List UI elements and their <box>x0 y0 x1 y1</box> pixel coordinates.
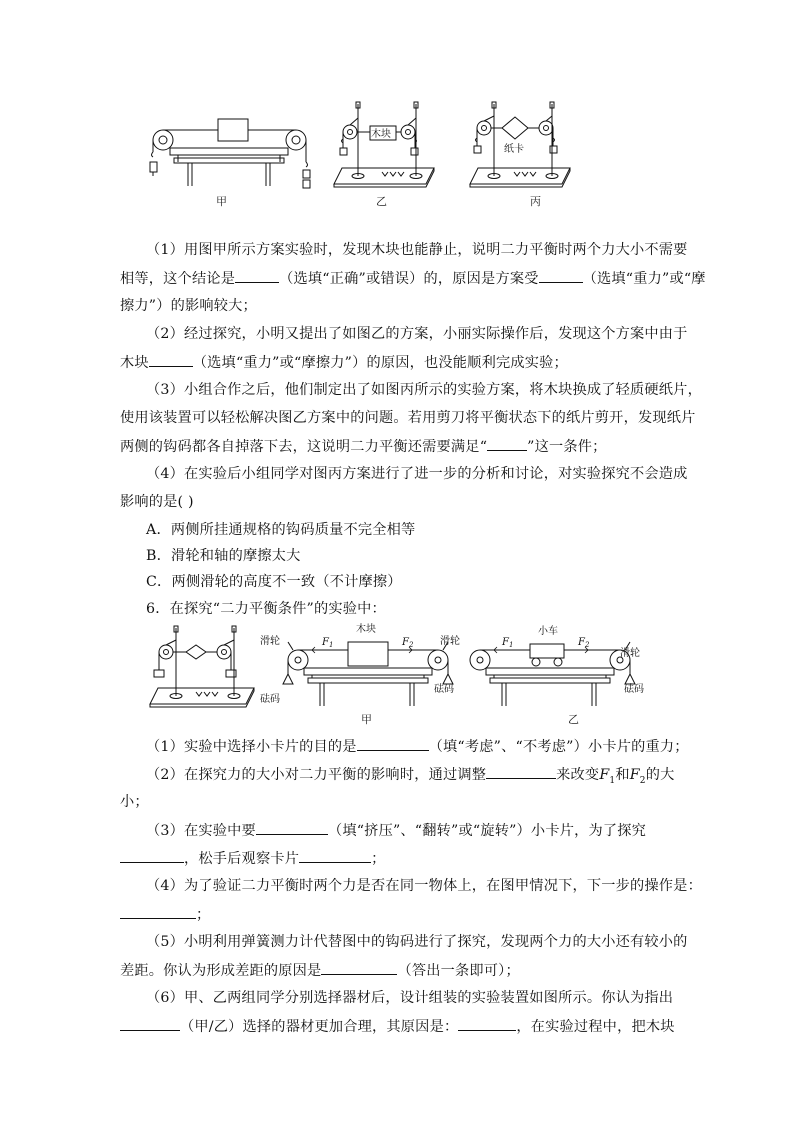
q6-figure-yi <box>468 620 668 712</box>
blank-q5-2[interactable] <box>539 268 583 283</box>
caption-jia: 甲 <box>216 195 227 208</box>
caption-yi: 乙 <box>376 195 387 208</box>
label-f2: $F_2$ <box>402 637 414 649</box>
label-wood-block-yi: 木块 <box>371 129 391 140</box>
q5-p3-line1: （3）小组合作之后，他们制定出了如图丙所示的实验方案，将木块换成了轻质硬纸片， <box>146 382 702 398</box>
q6-p4-line1: （4）为了验证二力平衡时两个力是否在同一物体上，在图甲情况下，下一步的操作是： <box>146 878 702 894</box>
q6-p5-line1: （5）小明利用弹簧测力计代替图中的钩码进行了探究，发现两个力的大小还有较小的 <box>146 934 688 950</box>
figure-bing-drawing <box>466 98 578 190</box>
blank-q6-2[interactable] <box>486 764 556 779</box>
blank-q6-6[interactable] <box>120 904 196 919</box>
q6-p1: （1）实验中选择小卡片的目的是 （填“考虑”、“不考虑”）小卡片的重力； <box>146 736 680 757</box>
figure-jia <box>148 110 316 192</box>
q5-p4-line2: 影响的是( ) <box>120 494 194 510</box>
q5-option-c[interactable]: C．两侧滑轮的高度不一致（不计摩擦） <box>146 574 402 590</box>
blank-q6-9[interactable] <box>458 1016 516 1031</box>
blank-q6-7[interactable] <box>321 960 397 975</box>
q6-p6-line2: （甲/乙）选择的器材更加合理，其原因是： ，在实验过程中，把木块 <box>120 1016 680 1037</box>
q5-p3-line2: 使用该装置可以轻松解决图乙方案中的问题。若用剪刀将平衡状态下的纸片剪开，发现纸片 <box>120 410 696 426</box>
blank-q6-5[interactable] <box>299 848 371 863</box>
q6-p3-line2: ，松手后观察卡片 ； <box>120 848 680 869</box>
blank-q6-1[interactable] <box>357 736 429 751</box>
q5-p2-line1: （2）经过探究，小明又提出了如图乙的方案，小丽实际操作后，发现这个方案中由于 <box>146 326 688 342</box>
q6-p2-line1: （2）在探究力的大小对二力平衡的影响时，通过调整 来改变$F_1$和$F_2$的大 <box>146 764 680 791</box>
q6-figure-card-drawing <box>146 622 264 710</box>
label-pulley-yi: 滑轮 <box>620 648 640 659</box>
figure-yi-drawing <box>330 98 442 190</box>
q6-p3-line1: （3）在实验中要 （填“挤压”、“翻转”或“旋转”）小卡片，为了探究 <box>146 820 680 841</box>
label-f1: $F_1$ <box>322 637 334 649</box>
figure-jia-drawing <box>148 110 316 192</box>
q5-option-a[interactable]: A．两侧所挂通规格的钩码质量不完全相等 <box>146 522 416 538</box>
blank-q5-4[interactable] <box>487 436 527 451</box>
label-wood-block: 木块 <box>356 624 376 635</box>
label-pulley-right: 滑轮 <box>440 636 460 647</box>
label-f2-yi: $F_2$ <box>578 637 590 649</box>
blank-q5-3[interactable] <box>149 352 193 367</box>
q5-p3-line3: 两侧的钩码都各自掉落下去，这说明二力平衡还需要满足“ ”这一条件； <box>120 436 680 457</box>
blank-q6-4[interactable] <box>120 848 184 863</box>
blank-q6-8[interactable] <box>120 1016 180 1031</box>
q6-figure-card <box>146 622 264 710</box>
q5-p1-line3: 擦力”）的影响较大； <box>120 298 257 314</box>
q5-p1-line2: 相等，这个结论是 （选填“正确”或错误）的，原因是方案受 （选填“重力”或“摩 <box>120 268 680 289</box>
q6-p2-line2: 小； <box>120 794 149 810</box>
q6-figure-yi-drawing <box>468 620 668 712</box>
label-cart: 小车 <box>538 626 558 637</box>
label-f1-yi: $F_1$ <box>502 637 514 649</box>
q5-option-b[interactable]: B．滑轮和轴的摩擦太大 <box>146 548 301 564</box>
label-pulley-left: 滑轮 <box>260 636 280 647</box>
caption-bing: 丙 <box>530 195 541 208</box>
q5-p1-line1: （1）用图甲所示方案实验时，发现木块也能静止，说明二力平衡时两个力大小不需要 <box>146 242 688 258</box>
label-weight-right: 砝码 <box>434 684 454 695</box>
q6-p5-line2: 差距。你认为形成差距的原因是 （答出一条即可）； <box>120 960 680 981</box>
q6-caption-jia: 甲 <box>361 713 372 726</box>
label-paper-card: 纸卡 <box>504 144 524 155</box>
q6-p6-line1: （6）甲、乙两组同学分别选择器材后，设计组装的实验装置如图所示。你认为指出 <box>146 990 674 1006</box>
blank-q6-3[interactable] <box>256 820 328 835</box>
q5-p4-line1: （4）在实验后小组同学对图丙方案进行了进一步的分析和讨论，对实验探究不会造成 <box>146 466 688 482</box>
label-weight-yi: 砝码 <box>624 684 644 695</box>
label-weight-left: 砝码 <box>260 694 280 705</box>
blank-q5-1[interactable] <box>235 268 279 283</box>
figure-yi <box>330 98 442 190</box>
q6-caption-yi: 乙 <box>568 713 579 726</box>
q6-figure-jia-drawing <box>256 620 470 712</box>
figure-bing <box>466 98 578 190</box>
q6-figure-jia <box>256 620 470 712</box>
q6-stem: 6．在探究“二力平衡条件”的实验中： <box>146 601 386 617</box>
q6-p4-line2: ； <box>120 904 680 925</box>
q5-p2-line2: 木块 （选填“重力”或“摩擦力”）的原因，也没能顺利完成实验； <box>120 352 680 373</box>
